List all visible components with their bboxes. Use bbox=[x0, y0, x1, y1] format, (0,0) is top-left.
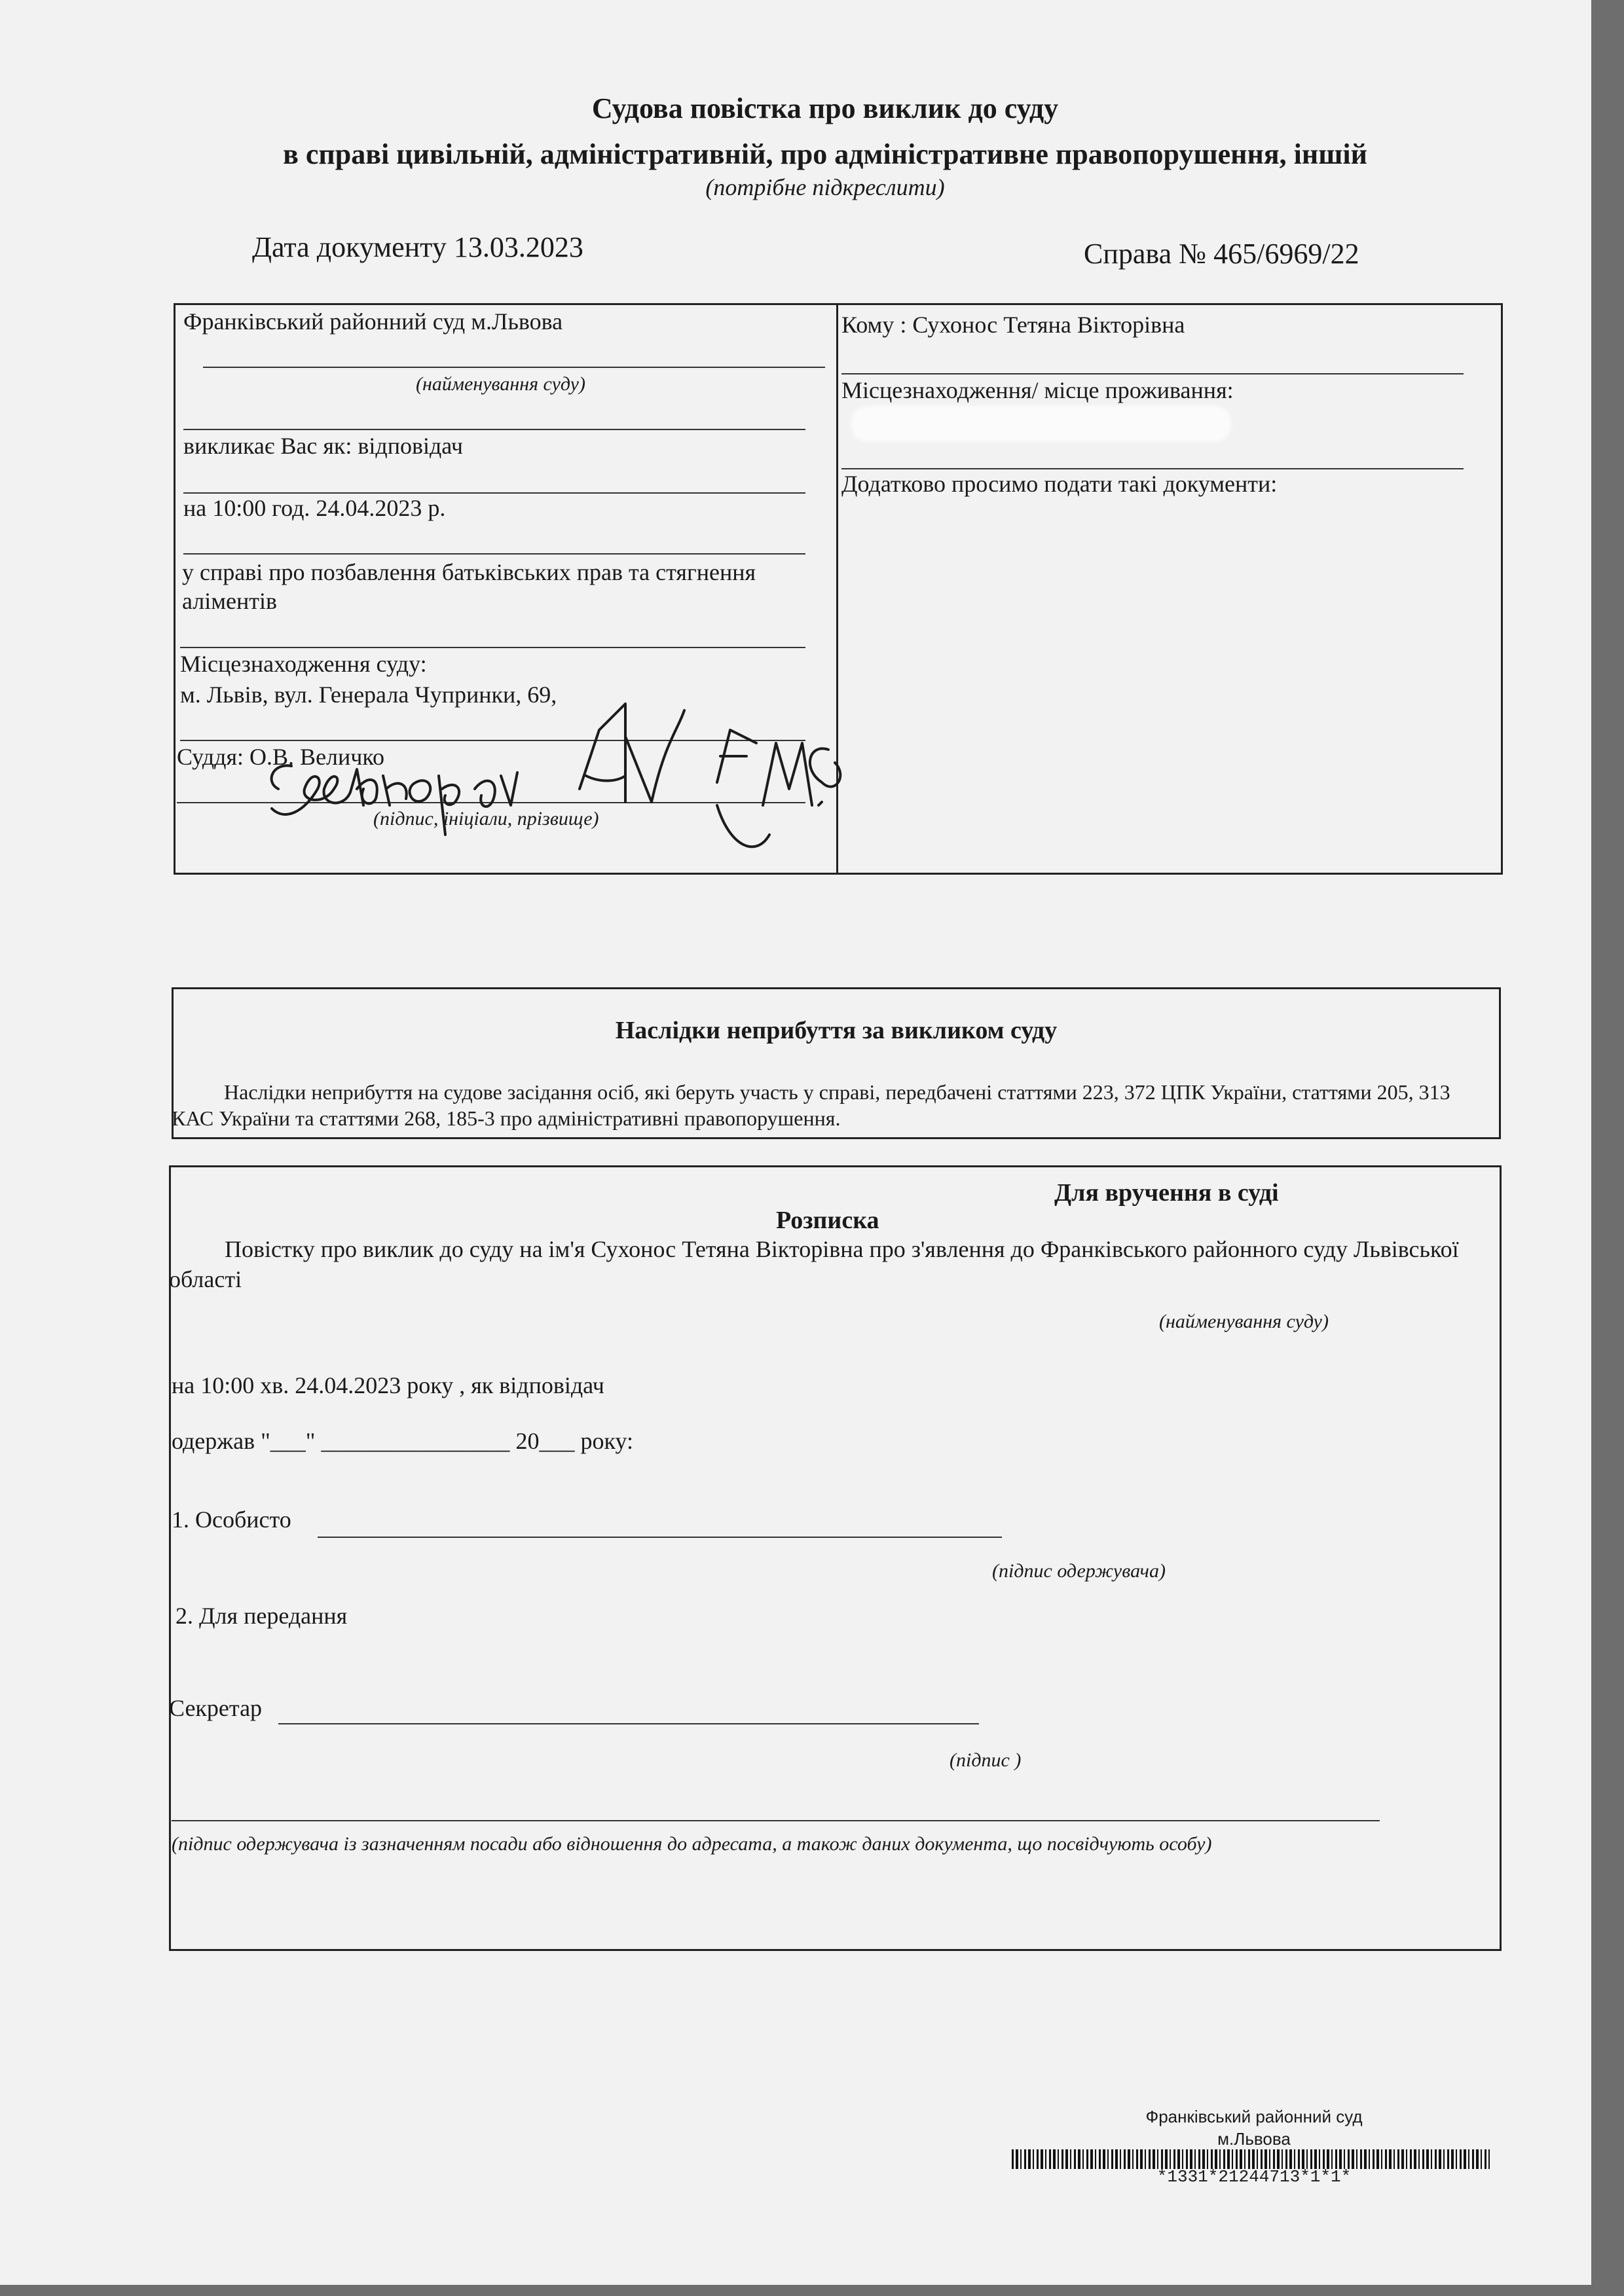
title-note: (потрібне підкреслити) bbox=[705, 174, 945, 200]
documents-request: Додатково просимо подати такі документи: bbox=[841, 471, 1278, 497]
judge-name: Суддя: О.В. Величко bbox=[177, 744, 385, 770]
receipt-footnote: (підпис одержувача із зазначенням посади або відношення до адресата, а також даних документа, що посвідчують особу) bbox=[172, 1833, 1212, 1855]
rule bbox=[841, 468, 1464, 469]
handwritten-signature bbox=[259, 691, 861, 861]
receipt-title: Розписка bbox=[776, 1207, 879, 1234]
title-line-1: Судова повістка про виклик до суду bbox=[591, 92, 1059, 124]
rule bbox=[183, 553, 805, 555]
barcode-text: *1331*21244713*1*1* bbox=[1156, 2167, 1352, 2187]
personally-signature-line bbox=[318, 1537, 1002, 1538]
recipient-signature-caption: (підпис одержувача) bbox=[992, 1560, 1166, 1582]
received-date: одержав "___" ________________ 20___ року: bbox=[172, 1428, 634, 1454]
redacted-address bbox=[851, 406, 1231, 442]
rule bbox=[180, 647, 805, 648]
receipt-time: на 10:00 хв. 24.04.2023 року , як відповідач bbox=[172, 1372, 604, 1398]
footer-court-line-1: Франківський районний суд bbox=[1145, 2107, 1363, 2126]
court-name: Франківський районний суд м.Львова bbox=[183, 308, 563, 335]
receipt-text: Повістку про виклик до суду на ім'я Сухонос Тетяна Вікторівна про з'явлення до Франківського районного суду Львівської області bbox=[169, 1236, 1459, 1292]
personally-label: 1. Особисто bbox=[172, 1506, 291, 1533]
court-address: м. Львів, вул. Генерала Чупринки, 69, bbox=[180, 682, 557, 708]
secretary-signature-line bbox=[278, 1723, 979, 1724]
for-transfer-label: 2. Для передання bbox=[175, 1603, 348, 1629]
case-subject: у справі про позбавлення батьківських прав та стягнення аліментів bbox=[182, 559, 756, 614]
signature-caption: (підпис, ініціали, прізвище) bbox=[373, 808, 599, 829]
secretary-label: Секретар bbox=[169, 1695, 263, 1721]
title-line-2: в справі цивільній, адміністративній, про адміністративне правопорушення, іншій bbox=[283, 138, 1367, 170]
rule bbox=[841, 373, 1464, 374]
rule bbox=[203, 367, 825, 368]
court-name-caption: (найменування суду) bbox=[416, 373, 585, 395]
footer-court-line-2: м.Львова bbox=[1217, 2129, 1291, 2149]
hearing-time: на 10:00 год. 24.04.2023 р. bbox=[183, 495, 446, 521]
secretary-signature-caption: (підпис ) bbox=[950, 1749, 1022, 1771]
rule bbox=[183, 429, 805, 430]
consequences-text: Наслідки неприбуття на судове засідання осіб, які беруть участь у справі, передбачені статтями 223, 372 ЦПК України, статтями 205, 313 КАС України та статтями 268, 185-3 про адміністративні правопорушення. bbox=[172, 1080, 1450, 1130]
summons-role: викликає Вас як: відповідач bbox=[183, 433, 463, 459]
court-location-label: Місцезнаходження суду: bbox=[180, 651, 427, 677]
for-court-delivery: Для вручення в суді bbox=[1054, 1179, 1279, 1207]
barcode bbox=[1012, 2149, 1490, 2169]
document-date: Дата документу 13.03.2023 bbox=[252, 231, 583, 263]
consequences-title: Наслідки неприбуття за викликом суду bbox=[615, 1017, 1058, 1044]
rule bbox=[183, 492, 805, 494]
rule bbox=[172, 1820, 1380, 1821]
case-number: Справа № 465/6969/22 bbox=[1084, 238, 1359, 270]
recipient: Кому : Сухонос Тетяна Вікторівна bbox=[841, 312, 1185, 338]
residence-label: Місцезнаходження/ місце проживання: bbox=[841, 377, 1234, 403]
receipt-court-caption: (найменування суду) bbox=[1159, 1311, 1329, 1332]
